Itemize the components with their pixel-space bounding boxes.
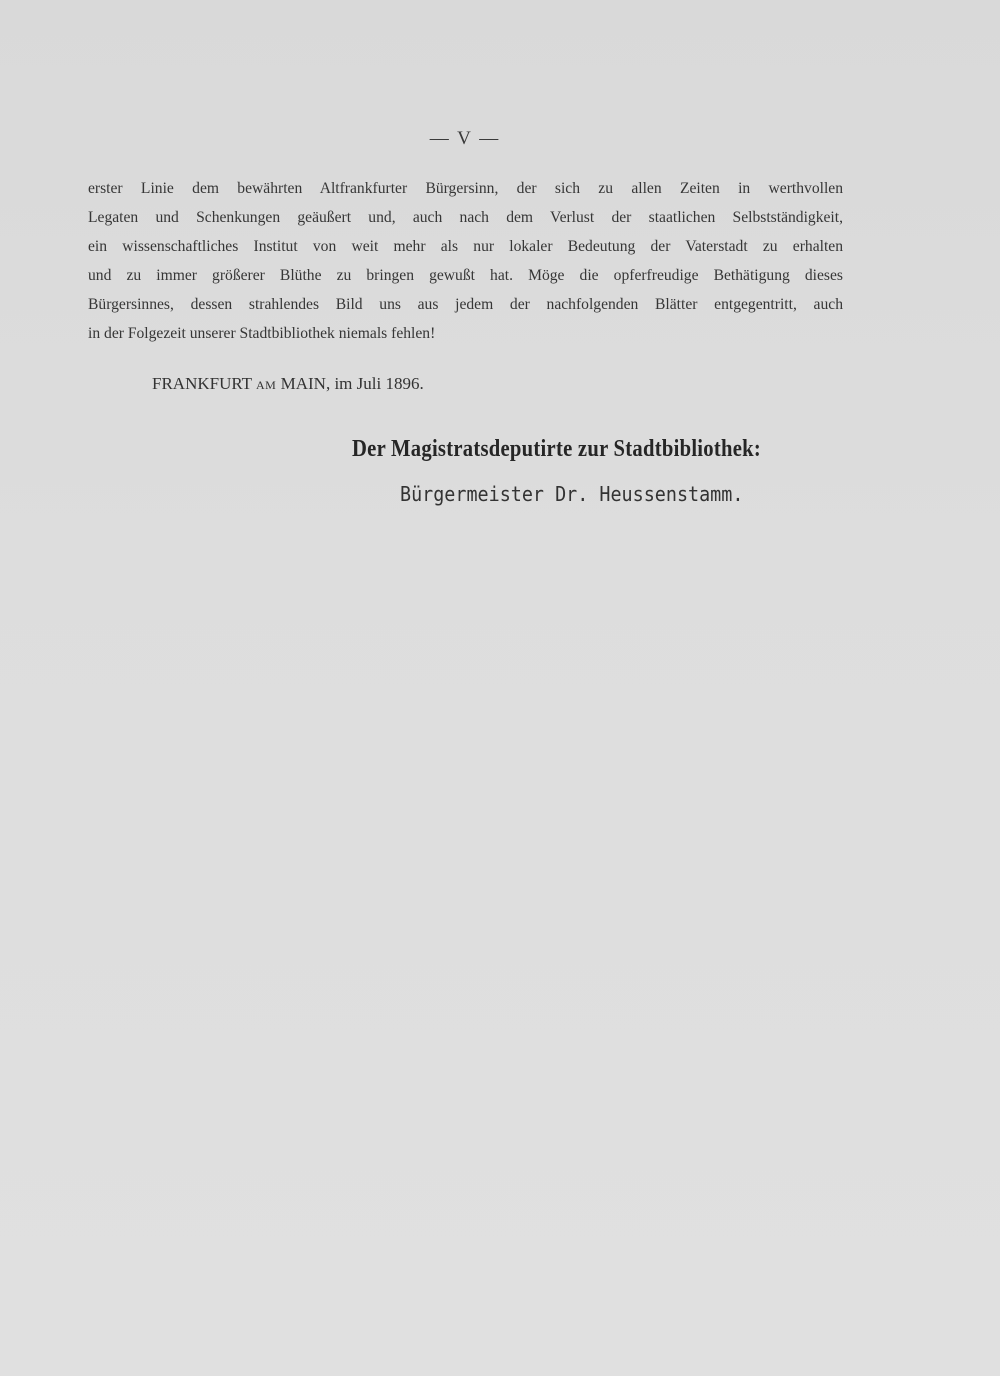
page-number: — V — xyxy=(429,128,501,149)
dateline-city-main: MAIN, xyxy=(280,374,331,393)
body-line: erster Linie dem bewährten Altfrankfurter Bürgersinn, der sich zu allen Zeiten in werthvollen xyxy=(88,180,843,197)
body-line: Bürgersinnes, dessen strahlendes Bild uns aus jedem der nachfolgenden Blätter entgegentritt, auch xyxy=(88,296,843,313)
body-line: und zu immer größerer Blüthe zu bringen gewußt hat. Möge die opferfreudige Bethätigung dieses xyxy=(88,267,843,284)
body-line: ein wissenschaftliches Institut von weit mehr als nur lokaler Bedeutung der Vaterstadt zu erhalten xyxy=(88,238,843,255)
signature-name: Bürgermeister Dr. Heussenstamm. xyxy=(400,482,744,506)
body-line: in der Folgezeit unserer Stadtbibliothek niemals fehlen! xyxy=(88,325,436,342)
body-line: Legaten und Schenkungen geäußert und, auch nach dem Verlust der staatlichen Selbstständigkeit, xyxy=(88,209,843,226)
dateline-city: FRANKFURT xyxy=(152,374,252,393)
signature-title: Der Magistratsdeputirte zur Stadtbibliothek: xyxy=(352,436,762,462)
dateline xyxy=(152,374,424,394)
dateline-date: im Juli 1896. xyxy=(334,374,424,393)
body-paragraph xyxy=(88,174,843,348)
dateline-city-am: AM xyxy=(256,378,277,392)
